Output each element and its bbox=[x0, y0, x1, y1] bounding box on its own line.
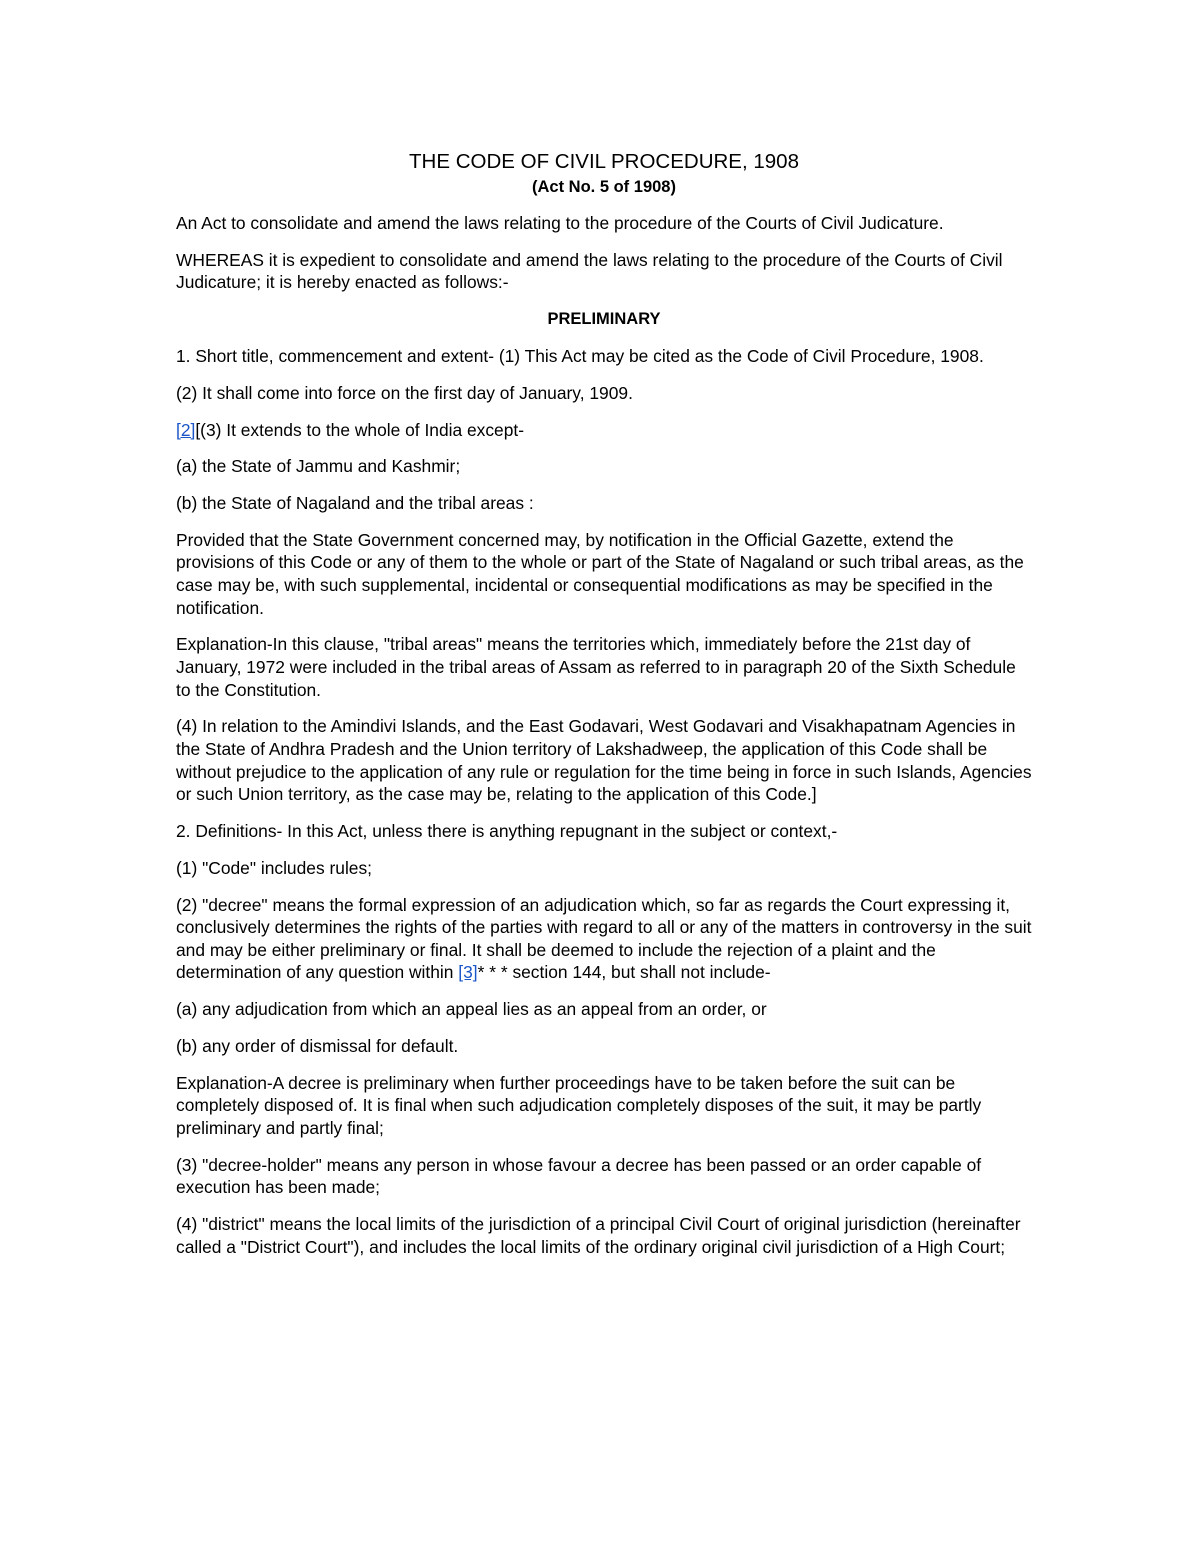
long-title: An Act to consolidate and amend the laws relating to the procedure of the Courts of Civil Judicature. bbox=[176, 213, 944, 233]
section-2-definitions: 2. Definitions- In this Act, unless there is anything repugnant in the subject or context,- bbox=[176, 820, 838, 841]
section-1-clause-3b: (b) the State of Nagaland and the tribal areas : bbox=[176, 493, 534, 514]
section-1-clause-1: 1. Short title, commencement and extent- (1) This Act may be cited as the Code of Civil Procedure, 1908. bbox=[176, 345, 984, 366]
explanation-decree: Explanation-A decree is preliminary when further proceedings have to be taken before the suit can be completely disposed of. It is final when such adjudication completely disposes of the suit, it may be partly preliminary and partly final; bbox=[176, 1072, 982, 1138]
definition-decree bbox=[176, 894, 1032, 984]
footnote-link-3[interactable]: [3] bbox=[458, 962, 478, 983]
preamble: WHEREAS it is expedient to consolidate and amend the laws relating to the procedure of the Courts of Civil Judicature; it is hereby enacted as follows:- bbox=[176, 249, 1003, 293]
section-1-clause-2: (2) It shall come into force on the first day of January, 1909. bbox=[176, 382, 633, 403]
definition-decree-text-1: (2) "decree" means the formal expression of an adjudication which, so far as regards the Court expressing it, conclusively determines the rights of the parties with regard to all or any of the matters in controversy in the suit and may be either preliminary or final. It shall be deemed to include the rejection of a plaint and the determination of any question within bbox=[176, 894, 1032, 983]
section-1-clause-3-text: [(3) It extends to the whole of India except- bbox=[195, 419, 525, 440]
proviso: Provided that the State Government concerned may, by notification in the Official Gazette, extend the provisions of this Code or any of them to the whole or part of the State of Nagaland or such tribal areas, as the case may be, with such supplemental, incidental or consequential modifications as may be specified in the notification. bbox=[176, 529, 1024, 618]
document-title: THE CODE OF CIVIL PROCEDURE, 1908 bbox=[409, 150, 799, 173]
section-1-clause-3a: (a) the State of Jammu and Kashmir; bbox=[176, 456, 461, 477]
definition-decree-exclusion-b: (b) any order of dismissal for default. bbox=[176, 1035, 459, 1056]
definition-decree-exclusion-a: (a) any adjudication from which an appeal lies as an appeal from an order, or bbox=[176, 999, 767, 1020]
section-heading-preliminary: PRELIMINARY bbox=[547, 310, 661, 329]
document-subtitle: (Act No. 5 of 1908) bbox=[532, 178, 676, 196]
section-1-clause-3 bbox=[176, 419, 1032, 442]
explanation-tribal-areas: Explanation-In this clause, "tribal areas" means the territories which, immediately before the 21st day of January, 1972 were included in the tribal areas of Assam as referred to in paragraph 20 of the Sixth Schedule to the Constitution. bbox=[176, 634, 1016, 700]
definition-decree-holder: (3) "decree-holder" means any person in whose favour a decree has been passed or an order capable of execution has been made; bbox=[176, 1154, 982, 1198]
definition-decree-text-2: * * * section 144, but shall not include- bbox=[477, 962, 771, 983]
definition-code: (1) "Code" includes rules; bbox=[176, 857, 373, 878]
section-1-clause-4: (4) In relation to the Amindivi Islands, and the East Godavari, West Godavari and Visakhapatnam Agencies in the State of Andhra Pradesh and the Union territory of Lakshadweep, the application of this Code shall be without prejudice to the application of any rule or regulation for the time being in force in such Islands, Agencies or such Union territory, as the case may be, relating to the application of this Code.] bbox=[176, 716, 1032, 805]
definition-district: (4) "district" means the local limits of the jurisdiction of a principal Civil Court of original jurisdiction (hereinafter called a "District Court"), and includes the local limits of the ordinary original civil jurisdiction of a High Court; bbox=[176, 1213, 1021, 1257]
footnote-link-2[interactable]: [2] bbox=[176, 419, 196, 440]
document-page bbox=[176, 150, 1032, 1272]
